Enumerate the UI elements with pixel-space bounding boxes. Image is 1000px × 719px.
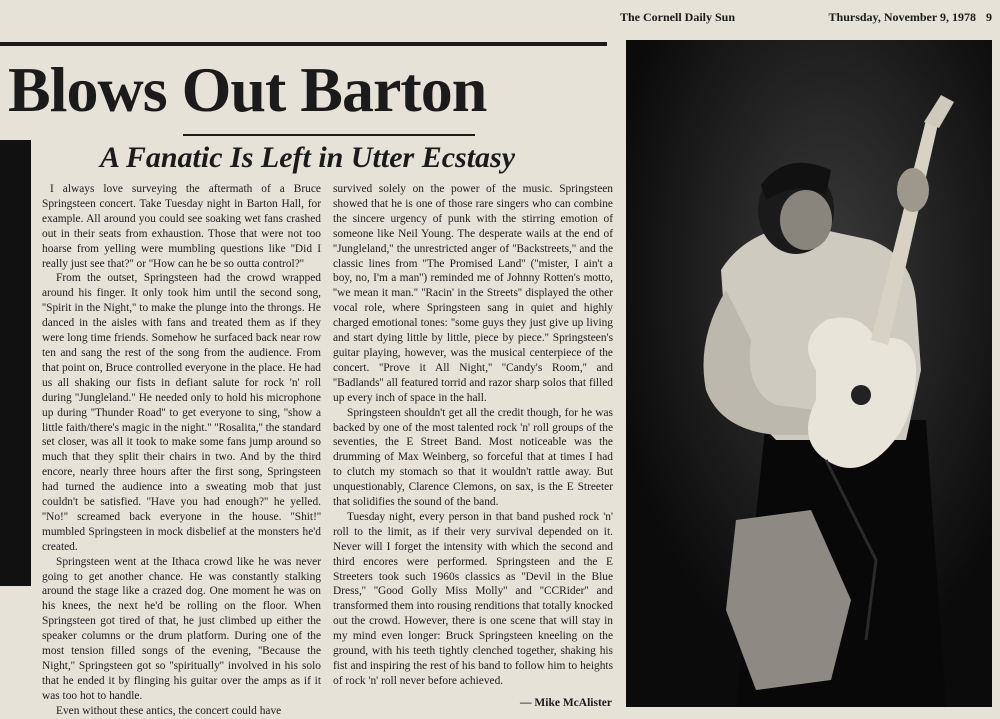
left-photo-edge <box>0 140 31 586</box>
paragraph: Even without these antics, the concert could have <box>56 704 282 717</box>
article-column-2 <box>333 182 613 689</box>
paragraph: From the outset, Springsteen had the crowd wrapped around his finger. It only took him until the second song, ''Spirit in the Night,'' to make the plunge into the throngs. He danced in the aisles with fans and treated them as if they were long time friends. Somehow he surfaced back near row ten and sang the rest of the song from the audience. From that point on, Bruce controlled everyone in the place. He had us all shaking our fists in defiant salute for rock 'n' roll during ''Jungleland.'' He needed only to hold his microphone up during ''Thunder Road'' to get everyone to sing, ''show a little faith/there's magic in the night.'' ''Rosalita,'' the standard set closer, was all it took to make some fans jump around so much that they split their chairs in two. And by the third encore, nearly three hours after the first song, Springsteen had turned the audience into a sweating mob that just couldn't be satisfied. ''Have you had enough?'' he yelled. ''No!'' screamed back everyone in the house. ''Shit!'' mumbled Springsteen in mock disbelief at the monsters he'd created. <box>42 272 321 553</box>
page-number: 9 <box>986 10 992 24</box>
article-column-1 <box>42 182 321 719</box>
paragraph: survived solely on the power of the music. Springsteen showed that he is one of those rare singers who can combine the sincere urgency of punk with the stirring emotion of someone like Neil Young. The desperate wails at the end of ''Jungleland,'' the unrestricted anger of ''Backstreets,'' and the classic lines from ''The Promised Land'' (''mister, I ain't a boy, no, I'm a man'') reminded me of Johnny Rotten's motto, ''we mean it man.'' ''Racin' in the Streets'' displayed the other vocal role, where Springsteen sang in quiet and highly charged emotional tones: ''some guys they just give up living and start dying little by little, piece by piece.'' Springsteen's guitar playing, however, was the musical centerpiece of the concert. ''Prove it All Night,'' ''Candy's Room,'' and ''Badlands'' all featured torrid and razor sharp solos that filled up every inch of space in the hall. <box>333 183 613 404</box>
photo-illustration <box>626 40 992 707</box>
paragraph: Springsteen went at the Ithaca crowd like he was never going to get another chance. He was constantly stalking around the stage like a crazed dog. One moment he was on his knees, the next he'd be rolling on the floor. When Springsteen got tired of that, he just climbed up either the speaker columns or the drum platform. During one of the most tension filled songs of the evening, ''Because the Night,'' Springsteen got so ''spiritually'' involved in his solo that he ended it by flinging his guitar over the amps as if it was too hot to handle. <box>42 555 321 702</box>
guitarist-photo-icon <box>626 40 992 707</box>
subheadline: A Fanatic Is Left in Utter Ecstasy <box>100 141 516 174</box>
headline: Blows Out Barton <box>8 54 487 125</box>
newspaper-name: The Cornell Daily Sun <box>620 10 736 24</box>
top-rule <box>0 42 607 46</box>
subhead-rule <box>183 134 475 136</box>
byline: — Mike McAlister <box>520 697 612 709</box>
paragraph: Tuesday night, every person in that band pushed rock 'n' roll to the limit, as if their very survival depended on it. Never will I forget the intensity with which the second and third encores were performed. Springsteen and the E Streeters took such 1960s classics as ''Devil in the Blue Dress,'' ''Good Golly Miss Molly'' and ''CCRider'' and transformed them into rousing renditions that totally knocked out the crowd. However, there is one scene that will stay in my mind even longer: Bruck Springsteen kneeling on the ground, with his teeth tightly clenched together, shaking his fist and inspiring the rest of his band to follow him to heights of rock 'n' roll never before achieved. <box>333 510 613 687</box>
issue-date: Thursday, November 9, 1978 <box>828 10 976 24</box>
paragraph: Springsteen shouldn't get all the credit though, for he was backed by one of the most talented rock 'n' roll groups of the seventies, the E Street Band. Most noticeable was the drumming of Max Weinberg, so forceful that at times I had to clutch my stomach so that it wouldn't rattle away. But unquestionably, Clarence Clemons, on sax, is the E Streeter that solidifies the sound of the band. <box>333 406 613 509</box>
paragraph: I always love surveying the aftermath of a Bruce Springsteen concert. Take Tuesday night in Barton Hall, for example. All around you could see soaking wet fans crashed out in their seats from exhaustion. Those that were not too hoarse from yelling were mumbling questions like ''Did I really just see that?'' or ''How can he be so outta control?'' <box>42 183 321 270</box>
masthead <box>620 10 992 30</box>
